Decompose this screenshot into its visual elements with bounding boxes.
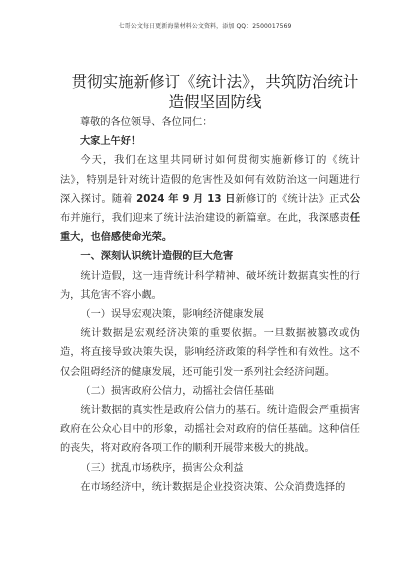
- paragraph-5: 在市场经济中，统计数据是企业投资决策、公众消费选择的: [80, 481, 346, 493]
- greeting: 大家上午好！: [80, 136, 142, 148]
- paragraph-1-text-c: 布并施行，我们迎来了统计法治建设的新篇章。在此，我深感责: [60, 213, 350, 225]
- paragraph-3: 统计数据是宏观经济决策的重要依据。一旦数据被篡改或伪造，将直接导致决策失误，影响经济政策的科学性和有效性。这不仅会阻碍经济的健康发展，还可能引发一系列社会经济问题。: [60, 328, 360, 378]
- section-heading-1: 一、深刻认识统计造假的巨大危害: [80, 251, 234, 263]
- paragraph-1: [60, 151, 360, 247]
- subheading-3: （三）扰乱市场秩序，损害公众利益: [80, 462, 244, 474]
- paragraph-1-text-a: 今天，我们在这里共同研讨如何贯彻实施新修订的《统计法》，特别是针对统计造假的危害性及如何有效防治这一问题进行深入探讨。随着: [60, 155, 360, 205]
- paragraph-1-bold-a: 公: [349, 193, 361, 205]
- document-body: [60, 113, 360, 497]
- paragraph-1-bold-b: 任重大，也倍感使命光荣。: [60, 213, 360, 244]
- subheading-1: （一）误导宏观决策，影响经济健康发展: [80, 309, 264, 321]
- paragraph-4: 统计数据的真实性是政府公信力的基石。统计造假会严重损害政府在公众心目中的形象，动摇社会对政府的信任基础。这种信任的丧失，将对政府各项工作的顺利开展带来极大的挑战。: [60, 405, 360, 455]
- page-header: 七哥公文每日更新海量材料公文资料，添加 QQ：2500017569: [118, 23, 292, 30]
- paragraph-2: 统计造假，这一违背统计科学精神、破坏统计数据真实性的行为，其危害不容小觑。: [60, 270, 360, 301]
- salutation: 尊敬的各位领导、各位同仁：: [80, 117, 213, 128]
- paragraph-1-text-b: 新修订的《统计法》正式: [235, 193, 350, 205]
- paragraph-1-date: 2024 年 9 月 13 日: [136, 193, 236, 205]
- subheading-2: （二）损害政府公信力，动摇社会信任基础: [80, 385, 274, 397]
- document-title: 贯彻实施新修订《统计法》，共筑防治统计造假坚固防线: [71, 73, 359, 111]
